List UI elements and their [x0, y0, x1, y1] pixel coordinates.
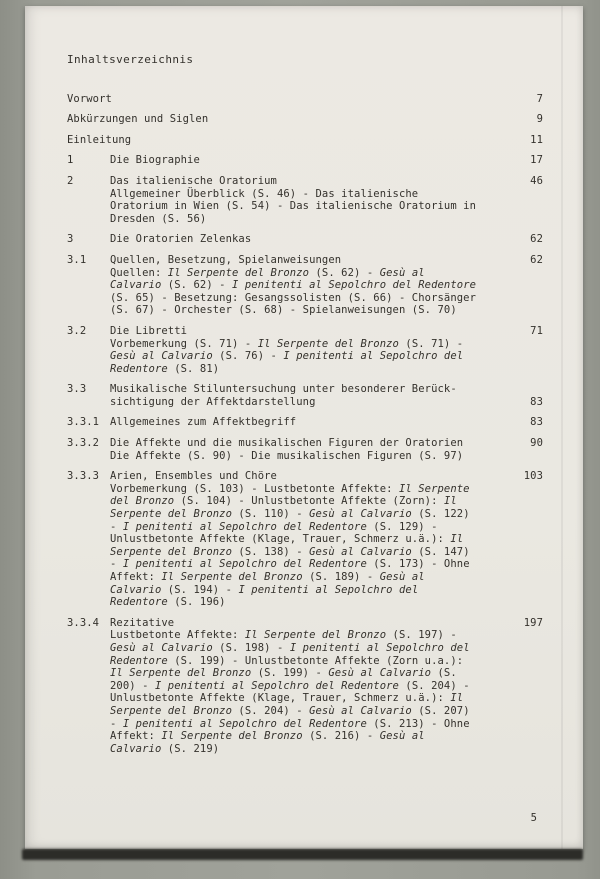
toc-entry — [67, 254, 545, 317]
document-page — [25, 6, 583, 849]
toc-entry — [67, 233, 545, 246]
scan-shadow — [22, 849, 583, 860]
toc-entry-page: 7 — [536, 92, 543, 105]
toc-entry-number: 3.3.1 — [67, 416, 100, 429]
toc-entry — [67, 416, 545, 429]
toc-entry-title: Vorwort — [67, 92, 112, 105]
toc-entry-page: 103 — [523, 470, 543, 483]
toc-entry-page: 90 — [530, 437, 543, 450]
page-title: Inhaltsverzeichnis — [67, 53, 194, 66]
toc-entry-page: 62 — [530, 253, 543, 266]
toc-entry-number: 3.3.4 — [67, 616, 100, 629]
toc-entry — [67, 134, 545, 147]
toc-entry-title: Arien, Ensembles und Chöre — [110, 470, 277, 483]
toc-entry-number: 3.3.3 — [67, 470, 100, 483]
toc-entry — [67, 470, 545, 609]
toc-entry-detail: Vorbemerkung (S. 71) - Il Serpente del Bronzo (S. 71) - Gesù al Calvario (S. 76) - I penitenti al Sepolchro del Redentore (S. 81) — [110, 337, 464, 375]
toc-entry — [67, 93, 545, 106]
toc-entry — [67, 325, 545, 375]
toc-entry-title: Quellen, Besetzung, Spielanweisungen — [110, 253, 342, 266]
toc-entry-title: Einleitung — [67, 133, 132, 146]
toc-entry — [67, 617, 545, 756]
toc-entry-number: 2 — [67, 174, 74, 187]
toc-entry-page: 197 — [523, 616, 543, 629]
toc-entry — [67, 113, 545, 126]
toc-entry-title: Das italienische Oratorium — [110, 174, 277, 187]
toc-entry-number: 3.1 — [67, 253, 87, 266]
toc-entry-detail: Quellen: Il Serpente del Bronzo (S. 62) - Gesù al Calvario (S. 62) - I penitenti al Sepolchro del Redentore (S. 65) - Besetzung: Gesangssolisten (S. 66) - Chorsänger (S. 67) - Orchester (S. 68) - Spielanweisungen (S. 70) — [110, 266, 477, 317]
toc-entry-page: 46 — [530, 174, 543, 187]
toc-entry-page: 11 — [530, 133, 543, 146]
toc-entry-page: 83 — [530, 395, 543, 408]
toc-entry-number: 3 — [67, 233, 74, 246]
toc-entry-detail: Die Affekte (S. 90) - Die musikalischen Figuren (S. 97) — [110, 449, 464, 462]
toc-entry-number: 3.3 — [67, 383, 87, 396]
toc-entry-title: Abkürzungen und Siglen — [67, 113, 209, 126]
toc-entry-page: 62 — [530, 233, 543, 246]
toc-entry-title: Die Affekte und die musikalischen Figuren der Oratorien — [110, 437, 464, 450]
toc-content — [67, 54, 545, 763]
toc-entry-title: Allgemeines zum Affektbegriff — [110, 416, 297, 429]
toc-entry-page: 83 — [530, 416, 543, 429]
toc-entry-number: 1 — [67, 154, 74, 167]
toc-entry-page: 9 — [536, 113, 543, 126]
page-number: 5 — [530, 812, 537, 824]
toc-entry-number: 3.3.2 — [67, 437, 100, 450]
toc-entry — [67, 154, 545, 167]
toc-entry — [67, 437, 545, 462]
toc-entry-page: 71 — [530, 324, 543, 337]
toc-entry — [67, 383, 545, 408]
toc-entry — [67, 175, 545, 225]
toc-entry-detail: Vorbemerkung (S. 103) - Lustbetonte Affekte: Il Serpente del Bronzo (S. 104) - Unlustbetonte Affekte (Zorn): Il Serpente del Bronzo (S. 110) - Gesù al Calvario (S. 122) - I penitenti al Sepolchro del Redentore (S. 129) - Unlustbetonte Affekte (Klage, Trauer, Schmerz u.ä.): Il Serpente del Bronzo (S. 138) - Gesù al Calvario (S. 147) - I penitenti al Sepolchro del Redentore (S. 173) - Ohne Affekt: Il Serpente del Bronzo (S. 189) - Gesù al Calvario (S. 194) - I penitenti al Sepolchro del Redentore (S. 196) — [110, 482, 470, 609]
toc-entry-title: Die Oratorien Zelenkas — [110, 233, 252, 246]
toc-entry-detail: Lustbetonte Affekte: Il Serpente del Bronzo (S. 197) - Gesù al Calvario (S. 198) - I penitenti al Sepolchro del Redentore (S. 199) - Unlustbetonte Affekte (Zorn u.a.): Il Serpente del Bronzo (S. 199) - Gesù al Calvario (S. 200) - I penitenti al Sepolchro del Redentore (S. 204) - Unlustbetonte Affekte (Klage, Trauer, Schmerz u.ä.): Il Serpente del Bronzo (S. 204) - Gesù al Calvario (S. 207) - I penitenti al Sepolchro del Redentore (S. 213) - Ohne Affekt: Il Serpente del Bronzo (S. 216) - Gesù al Calvario (S. 219) — [110, 629, 470, 755]
toc-entry-detail: Allgemeiner Überblick (S. 46) - Das italienische Oratorium in Wien (S. 54) - Das italienische Oratorium in Dresden (S. 56) — [110, 187, 477, 225]
paper-crease — [561, 6, 563, 849]
toc-entry-title: Musikalische Stiluntersuchung unter besonderer Berück-sichtigung der Affektdarstellung — [110, 383, 457, 408]
toc-entry-title: Die Biographie — [110, 154, 200, 167]
toc-list — [67, 93, 545, 756]
toc-entry-title: Rezitative — [110, 616, 175, 629]
toc-entry-title: Die Libretti — [110, 324, 188, 337]
toc-entry-number: 3.2 — [67, 324, 87, 337]
toc-entry-page: 17 — [530, 154, 543, 167]
